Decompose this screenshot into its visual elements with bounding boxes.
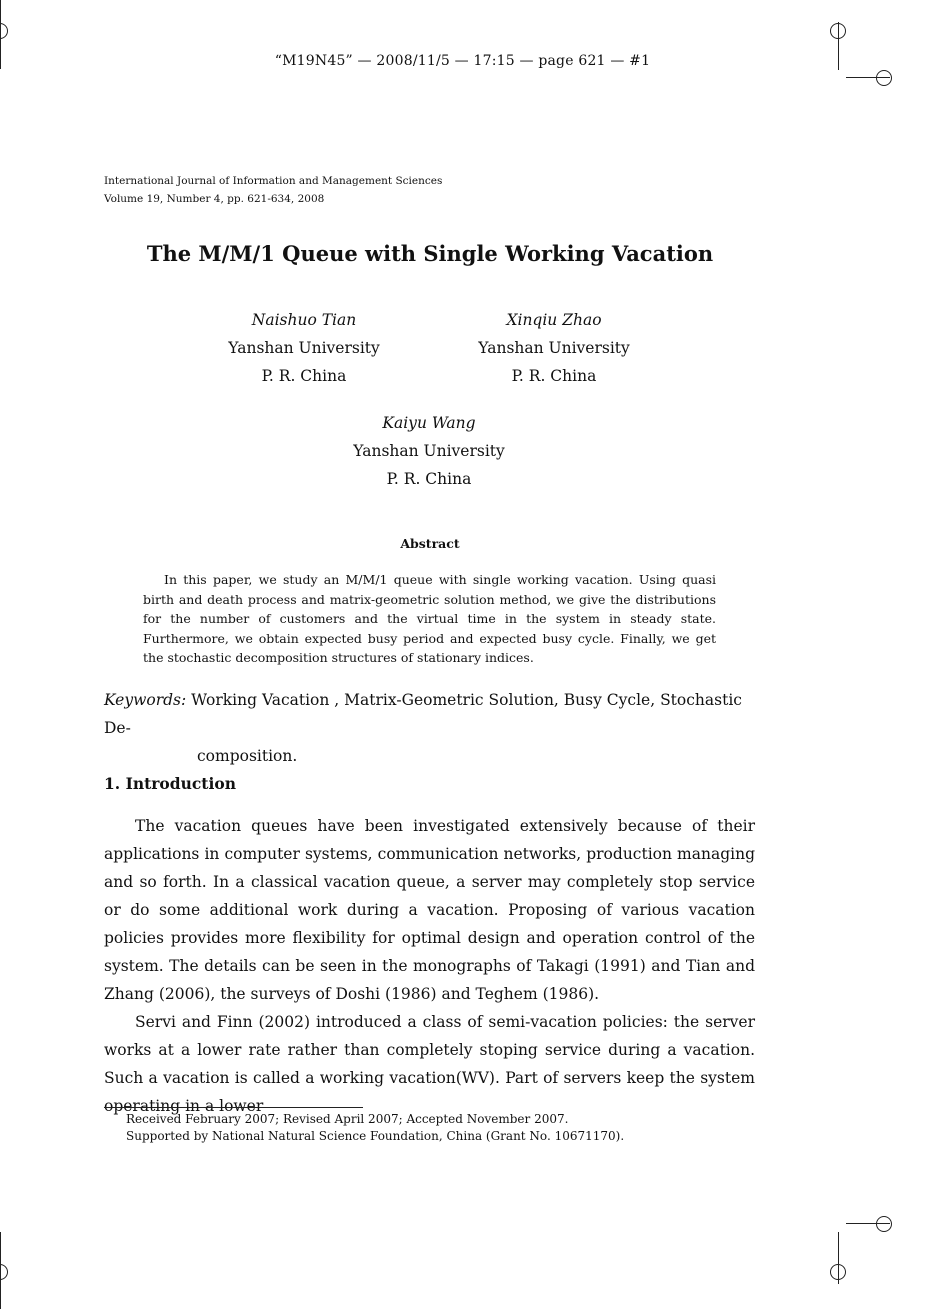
footnote-received: Received February 2007; Revised April 2007; Accepted November 2007. bbox=[126, 1112, 569, 1126]
journal-name: International Journal of Information and Management Sciences bbox=[104, 175, 443, 187]
author-name: Naishuo Tian bbox=[251, 311, 357, 329]
author-name: Kaiyu Wang bbox=[382, 414, 476, 432]
author-affiliation: Yanshan University bbox=[228, 339, 380, 357]
author-affiliation: Yanshan University bbox=[353, 442, 505, 460]
author-country: P. R. China bbox=[386, 470, 472, 488]
section-heading: 1. Introduction bbox=[104, 774, 236, 793]
abstract-heading: Abstract bbox=[400, 536, 460, 551]
body-text bbox=[104, 812, 755, 1120]
author-country: P. R. China bbox=[511, 367, 597, 385]
author-block bbox=[329, 409, 529, 493]
paragraph: Servi and Finn (2002) introduced a class of semi-vacation policies: the server works at a lower rate rather than completely stoping service during a vacation. Such a vacation is called a working vacation(WV). Part of servers keep the system operating in a lower bbox=[104, 1013, 755, 1115]
keywords bbox=[104, 686, 754, 770]
keywords-line-1: Working Vacation , Matrix-Geometric Solution, Busy Cycle, Stochastic De- bbox=[104, 691, 742, 737]
author-country: P. R. China bbox=[261, 367, 347, 385]
paper-title: The M/M/1 Queue with Single Working Vacation bbox=[146, 241, 714, 266]
keywords-line-2: composition. bbox=[197, 747, 298, 765]
author-block bbox=[454, 306, 654, 390]
author-affiliation: Yanshan University bbox=[478, 339, 630, 357]
journal-volume: Volume 19, Number 4, pp. 621-634, 2008 bbox=[104, 193, 325, 205]
abstract-text bbox=[143, 570, 716, 668]
running-header: “M19N45” — 2008/11/5 — 17:15 — page 621 — #1 bbox=[274, 53, 651, 69]
footnote-rule bbox=[104, 1107, 363, 1108]
author-name: Xinqiu Zhao bbox=[506, 311, 602, 329]
keywords-label: Keywords: bbox=[104, 691, 187, 709]
author-block bbox=[204, 306, 404, 390]
footnote-support: Supported by National Natural Science Foundation, China (Grant No. 10671170). bbox=[126, 1129, 625, 1143]
paragraph: The vacation queues have been investigated extensively because of their applications in computer systems, communication networks, production managing and so forth. In a classical vacation queue, a server may completely stop service or do some additional work during a vacation. Proposing of various vacation policies provides more flexibility for optimal design and operation control of the system. The details can be seen in the monographs of Takagi (1991) and Tian and Zhang (2006), the surveys of Doshi (1986) and Teghem (1986). bbox=[104, 817, 755, 1003]
abstract-paragraph: In this paper, we study an M/M/1 queue with single working vacation. Using quasi birth and death process and matrix-geometric solution method, we give the distributions for the number of customers and the virtual time in the system in steady state. Furthermore, we obtain expected busy period and expected busy cycle. Finally, we get the stochastic decomposition structures of stationary indices. bbox=[143, 572, 716, 665]
